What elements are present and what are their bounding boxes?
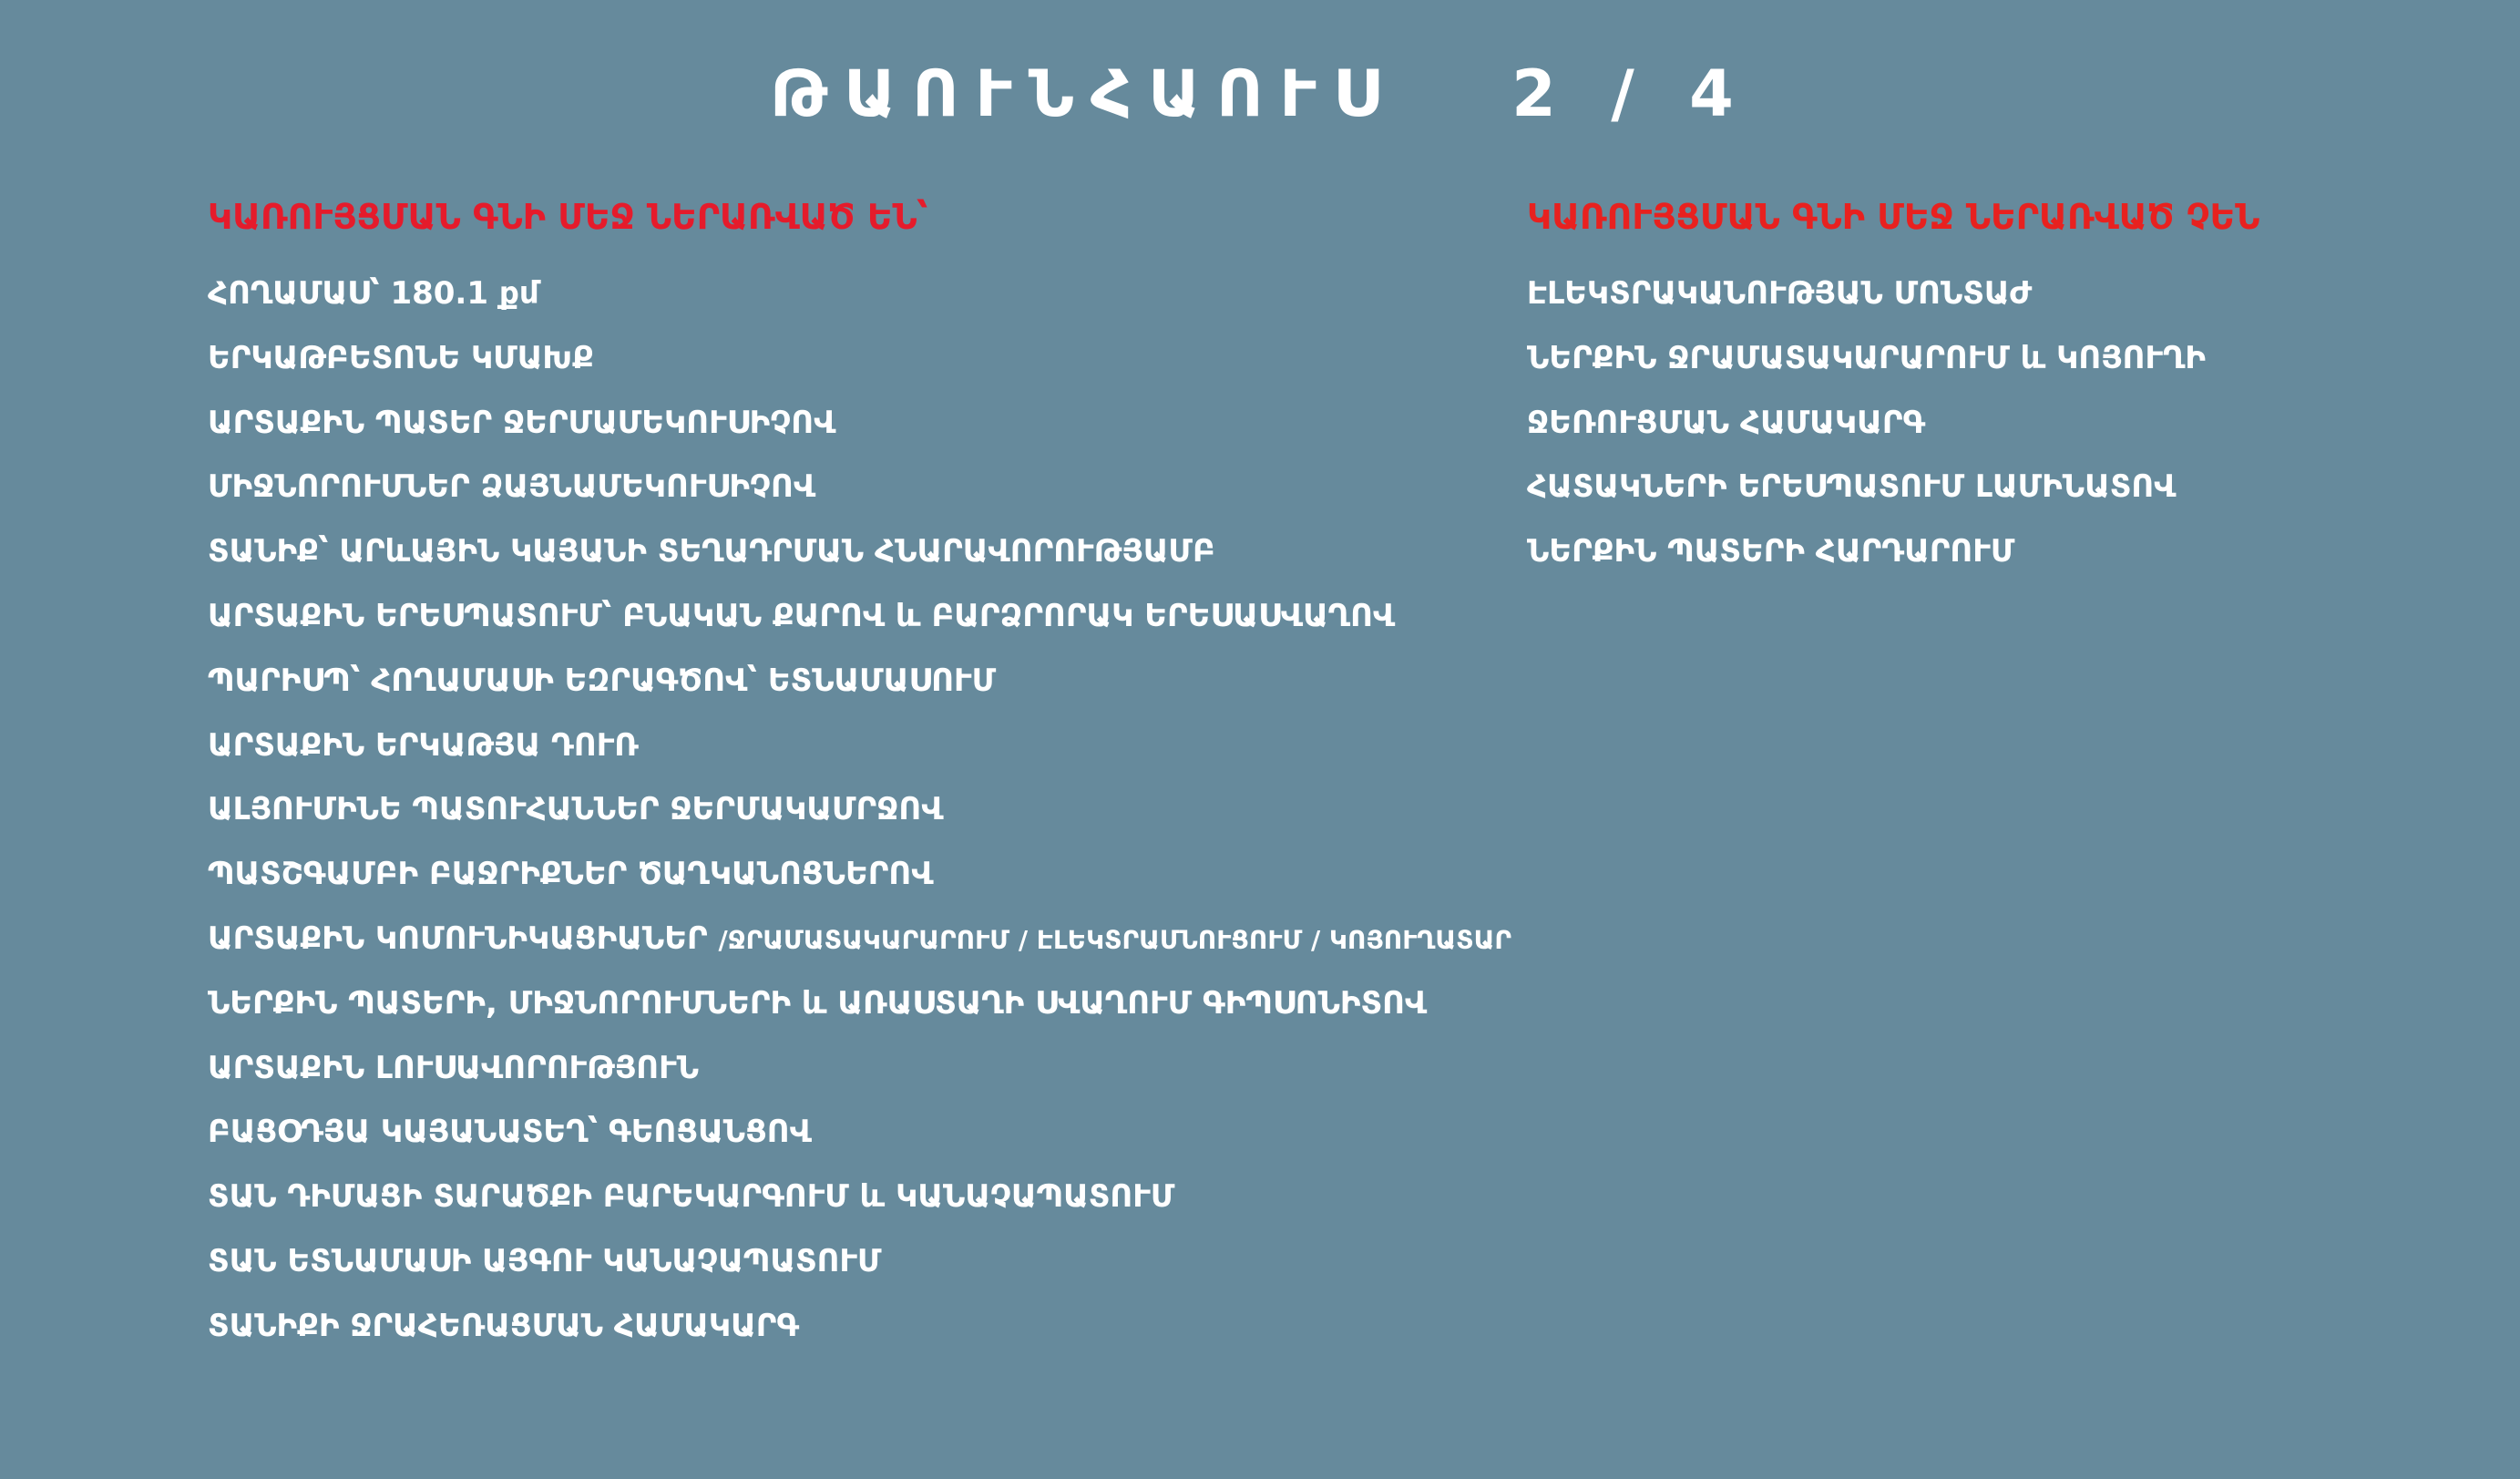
included-heading: ԿԱՌՈՒՅՑՄԱՆ ԳՆԻ ՄԵՋ ՆԵՐԱՌՎԱԾ ԵՆ՝ bbox=[208, 197, 928, 237]
list-item: ԱՐՏԱՔԻՆ ԵՐԿԱԹՅԱ ԴՈՒՌ bbox=[208, 726, 639, 764]
included-list bbox=[208, 266, 1574, 1363]
list-item: ՀԱՏԱԿՆԵՐԻ ԵՐԵՍՊԱՏՈՒՄ ԼԱՄԻՆԱՏՈՎ bbox=[1527, 468, 2177, 506]
communications-label: ԱՐՏԱՔԻՆ ԿՈՄՈՒՆԻԿԱՑԻԱՆԵՐ bbox=[208, 919, 719, 957]
list-item: ԱԼՅՈՒՄԻՆԵ ՊԱՏՈՒՀԱՆՆԵՐ ՋԵՐՄԱԿԱՄՐՋՈՎ bbox=[208, 791, 944, 828]
excluded-column bbox=[1527, 190, 2493, 589]
list-item: ԱՐՏԱՔԻՆ ԼՈՒՍԱՎՈՐՈՒԹՅՈՒՆ bbox=[208, 1049, 700, 1086]
list-item: ԱՐՏԱՔԻՆ ԵՐԵՍՊԱՏՈՒՄ՝ ԲՆԱԿԱՆ ՔԱՐՈՎ և ԲԱՐՁՐՈՐԱԿ ԵՐԵՍԱՍՎԱՂՈՎ bbox=[208, 597, 1396, 634]
list-item: ՊԱՏՇԳԱՄԲԻ ԲԱՋՐԻՔՆԵՐ ԾԱՂԿԱՆՈՑՆԵՐՈՎ bbox=[208, 856, 934, 893]
list-item: ՏԱՆ ԵՏՆԱՄԱՍԻ ԱՅԳՈՒ ԿԱՆԱՉԱՊԱՏՈՒՄ bbox=[208, 1242, 882, 1279]
list-item: ՋԵՌՈՒՑՄԱՆ ՀԱՄԱԿԱՐԳ bbox=[1527, 404, 1926, 441]
included-column bbox=[208, 190, 1574, 1363]
list-item: ՏԱՆԻՔ՝ ԱՐևԱՅԻՆ ԿԱՅԱՆԻ ՏԵՂԱԴՐՄԱՆ ՀՆԱՐԱՎՈՐՈՒԹՅԱՄԲ bbox=[208, 533, 1215, 570]
list-item: ՆԵՐՔԻՆ ՋՐԱՄԱՏԱԿԱՐԱՐՈՒՄ և ԿՈՅՈՒՂԻ bbox=[1527, 339, 2207, 376]
list-item: ՏԱՆԻՔԻ ՋՐԱՀԵՌԱՑՄԱՆ ՀԱՄԱԿԱՐԳ bbox=[208, 1307, 800, 1344]
list-item: ՏԱՆ ԴԻՄԱՑԻ ՏԱՐԱԾՔԻ ԲԱՐԵԿԱՐԳՈՒՄ և ԿԱՆԱՉԱՊԱՏՈՒՄ bbox=[208, 1178, 1175, 1216]
slide-title: ԹԱՈՒՆՀԱՈՒՍ 2 / 4 bbox=[770, 56, 1750, 131]
list-item: ԷԼԵԿՏՐԱԿԱՆՈՒԹՅԱՆ ՄՈՆՏԱԺ bbox=[1527, 275, 2033, 312]
communications-detail: /ՋՐԱՄԱՏԱԿԱՐԱՐՈՒՄ / ԷԼԵԿՏՐԱՄՆՈՒՑՈՒՄ / ԿՈՅՈՒՂԱՏԱՐ bbox=[718, 924, 1511, 955]
list-item: ՆԵՐՔԻՆ ՊԱՏԵՐԻ ՀԱՐԴԱՐՈՒՄ bbox=[1527, 533, 2015, 570]
list-item: ՊԱՐԻՍՊ՝ ՀՈՂԱՄԱՍԻ ԵԶՐԱԳԾՈՎ՝ ԵՏՆԱՄԱՍՈՒՄ bbox=[208, 662, 997, 699]
list-item: ՄԻՋՆՈՐՈՒՄՆԵՐ ՁԱՅՆԱՄԵԿՈՒՍԻՉՈՎ bbox=[208, 468, 816, 506]
excluded-list bbox=[1527, 266, 2493, 589]
excluded-heading: ԿԱՌՈՒՅՑՄԱՆ ԳՆԻ ՄԵՋ ՆԵՐԱՌՎԱԾ ՉԵՆ bbox=[1527, 197, 2260, 237]
list-item-communications bbox=[208, 911, 1574, 976]
list-item: ԲԱՑՕԴՅԱ ԿԱՅԱՆԱՏԵՂ՝ ԳԵՈՑԱՆՑՈՎ bbox=[208, 1114, 812, 1151]
list-item: ԵՐԿԱԹԲԵՏՈՆԵ ԿՄԱԽՔ bbox=[208, 339, 594, 376]
list-item: ՆԵՐՔԻՆ ՊԱՏԵՐԻ, ՄԻՋՆՈՐՈՒՄՆԵՐԻ և ԱՌԱՍՏԱՂԻ ՍՎԱՂՈՒՄ ԳԻՊՍՈՆԻՏՈՎ bbox=[208, 984, 1428, 1022]
list-item: ԱՐՏԱՔԻՆ ՊԱՏԵՐ ՋԵՐՄԱՄԵԿՈՒՍԻՉՈՎ bbox=[208, 404, 836, 441]
list-item: ՀՈՂԱՄԱՍ՝ 180.1 քմ bbox=[208, 275, 539, 312]
